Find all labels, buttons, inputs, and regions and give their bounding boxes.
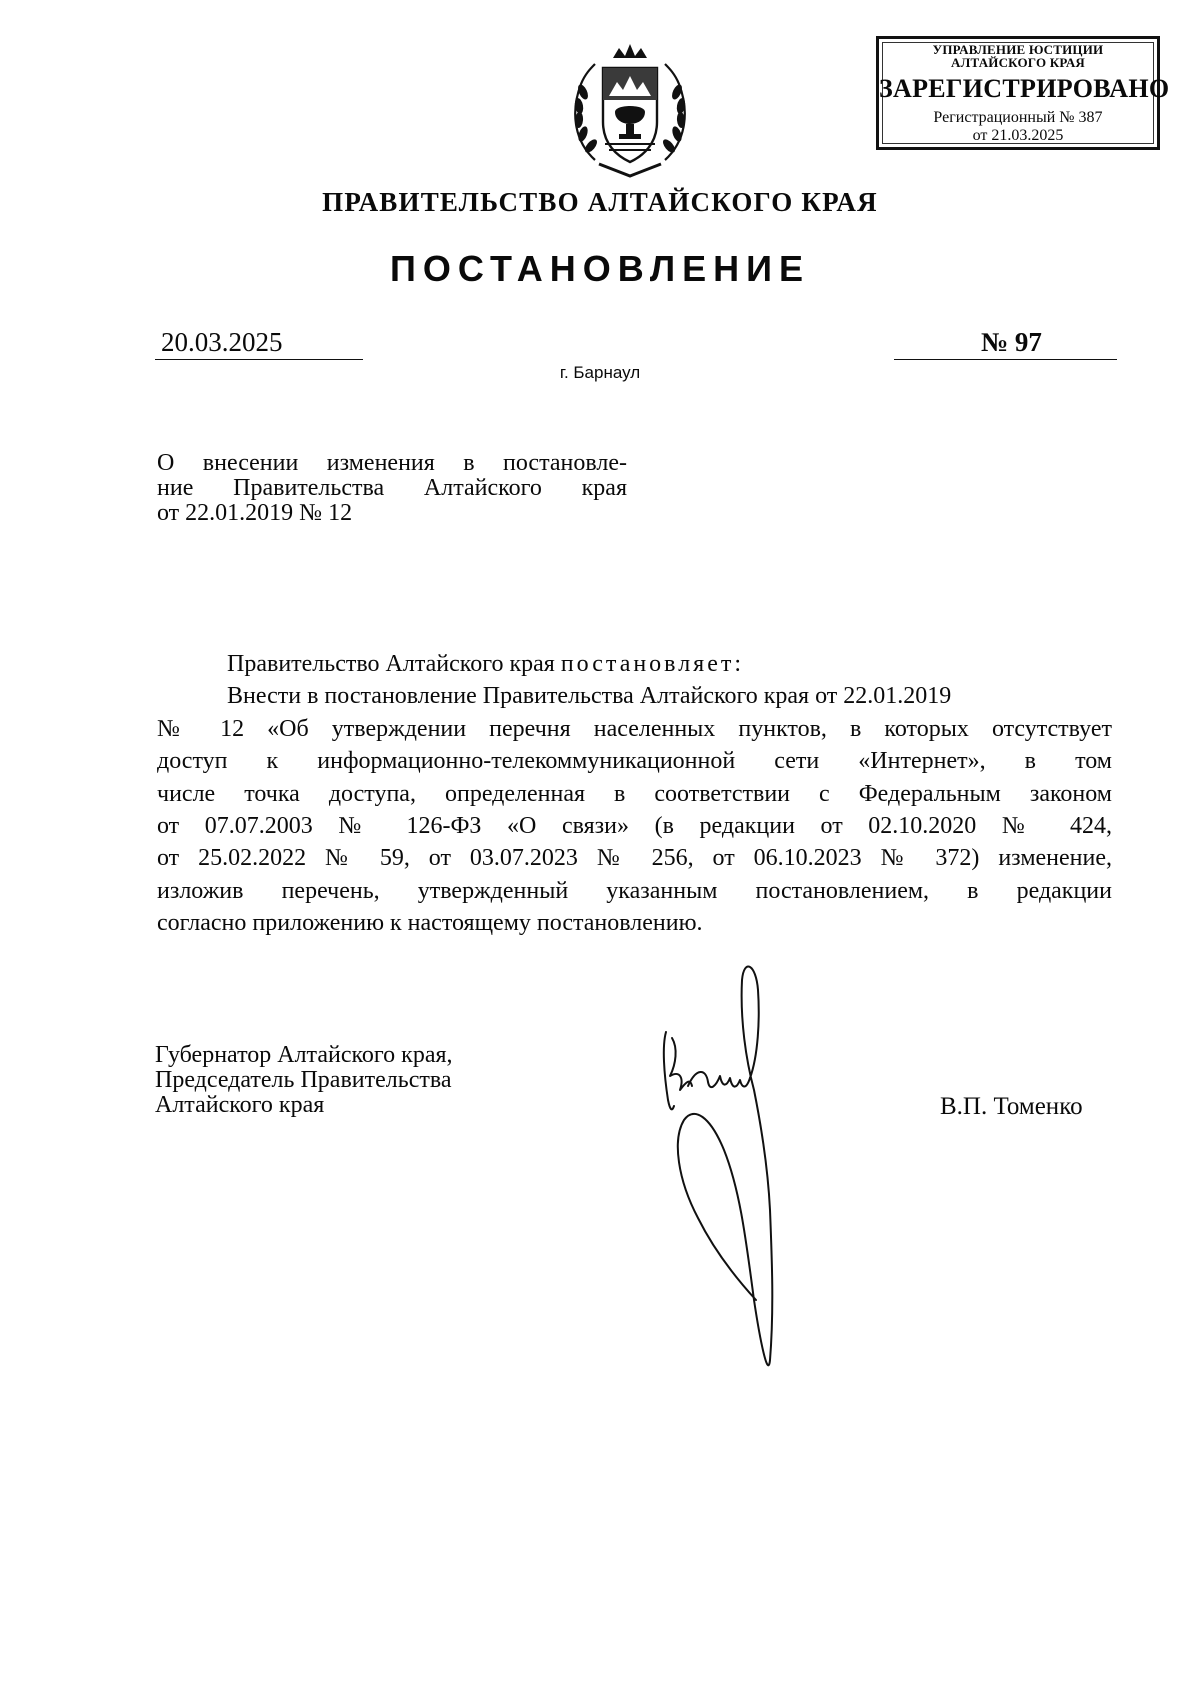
document-type-title: ПОСТАНОВЛЕНИЕ: [390, 248, 810, 289]
subject-line: от 22.01.2019 № 12: [157, 500, 353, 526]
document-date-field: [155, 329, 363, 360]
signer-name: В.П. Томенко: [940, 1093, 1083, 1120]
document-number: № 97: [981, 327, 1042, 357]
body-line: Внести в постановление Правительства Алтайского края от 22.01.2019: [227, 683, 952, 710]
stamp-registration-date: от 21.03.2025: [972, 127, 1064, 144]
signer-position-line: Губернатор Алтайского края,: [155, 1042, 453, 1068]
registration-stamp: [876, 36, 1170, 150]
document-number-field: [894, 329, 1117, 360]
city-label: г. Барнаул: [559, 363, 641, 382]
signer-position: [155, 1043, 453, 1118]
body-line: № 12 «Об утверждении перечня населенных пунктов, в которых отсутствует: [157, 715, 1112, 742]
signer-position-line: Алтайского края: [155, 1092, 325, 1118]
document-date: 20.03.2025: [161, 327, 283, 357]
body-intro: [157, 648, 1112, 680]
body-intro-verb: постановляет:: [560, 651, 745, 677]
stamp-registration-number: Регистрационный № 387: [933, 109, 1103, 126]
body-line: числе точка доступа, определенная в соответствии с Федеральным законом: [157, 780, 1112, 807]
government-title: ПРАВИТЕЛЬСТВО АЛТАЙСКОГО КРАЯ: [322, 187, 878, 217]
body-line: доступ к информационно-телекоммуникационной сети «Интернет», в том: [157, 748, 1112, 775]
coat-of-arms-emblem: [565, 40, 695, 180]
signer-position-line: Председатель Правительства: [155, 1067, 452, 1093]
document-body: [157, 648, 1112, 940]
stamp-authority: УПРАВЛЕНИЕ ЮСТИЦИИ АЛТАЙСКОГО КРАЯ: [932, 42, 1104, 70]
subject-line: ние Правительства Алтайского края: [157, 475, 627, 501]
subject-line: О внесении изменения в постановле-: [157, 450, 627, 476]
stamp-status: ЗАРЕГИСТРИРОВАНО: [879, 74, 1170, 103]
body-line: от 25.02.2022 № 59, от 03.07.2023 № 256, от 06.10.2023 № 372) изменение,: [157, 845, 1112, 872]
body-line: согласно приложению к настоящему постановлению.: [157, 910, 703, 937]
body-line: изложив перечень, утвержденный указанным постановлением, в редакции: [157, 877, 1112, 904]
handwritten-signature: [650, 960, 860, 1370]
body-intro-prefix: Правительство Алтайского края: [227, 651, 561, 677]
document-subject: [157, 451, 627, 526]
body-line: от 07.07.2003 № 126-ФЗ «О связи» (в редакции от 02.10.2020 № 424,: [157, 813, 1112, 840]
